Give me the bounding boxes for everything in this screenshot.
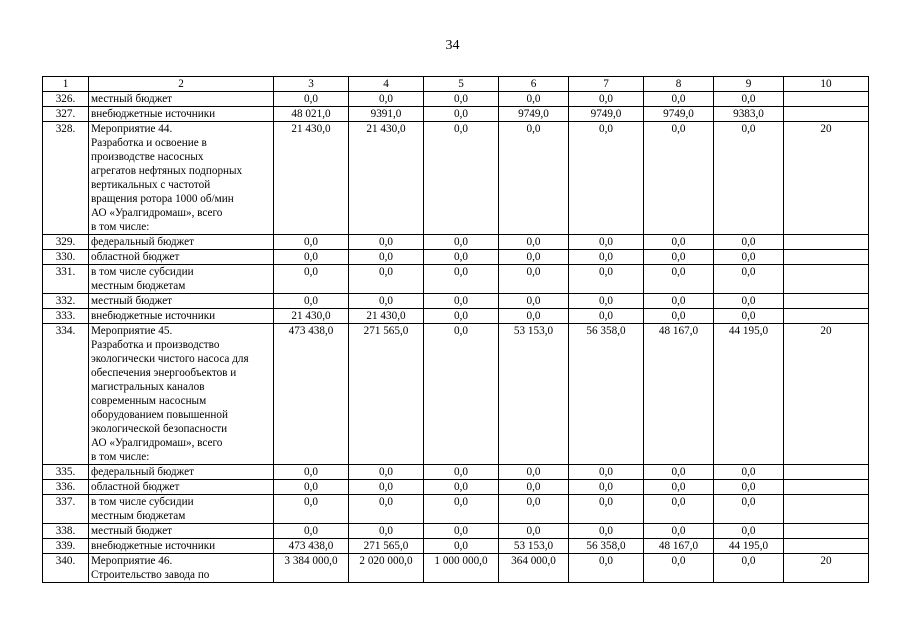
value-cell: 3 384 000,0 — [274, 554, 349, 583]
value-cell: 0,0 — [569, 122, 644, 235]
row-description — [89, 324, 274, 465]
value-cell: 0,0 — [274, 235, 349, 250]
row-description — [89, 235, 274, 250]
row-number: 329. — [43, 235, 89, 250]
value-cell: 0,0 — [274, 524, 349, 539]
row-number: 328. — [43, 122, 89, 235]
value-cell: 0,0 — [569, 495, 644, 524]
value-cell: 271 565,0 — [349, 324, 424, 465]
table-row — [43, 480, 869, 495]
row-number: 327. — [43, 107, 89, 122]
value-cell: 0,0 — [349, 495, 424, 524]
value-cell: 0,0 — [349, 250, 424, 265]
table-row — [43, 495, 869, 524]
value-cell: 0,0 — [569, 524, 644, 539]
header-cell: 4 — [349, 77, 424, 92]
description-line: федеральный бюджет — [91, 466, 194, 478]
value-cell: 364 000,0 — [499, 554, 569, 583]
value-cell: 2 020 000,0 — [349, 554, 424, 583]
description-line: современным насосным — [91, 395, 207, 407]
value-cell: 0,0 — [569, 465, 644, 480]
table-row — [43, 265, 869, 294]
value-cell — [784, 92, 869, 107]
budget-table — [42, 76, 869, 583]
value-cell: 0,0 — [274, 480, 349, 495]
description-line: Разработка и освоение в — [91, 137, 207, 149]
value-cell: 56 358,0 — [569, 539, 644, 554]
row-number: 339. — [43, 539, 89, 554]
description-line: обеспечения энергообъектов и — [91, 367, 237, 379]
value-cell: 9749,0 — [569, 107, 644, 122]
description-line: внебюджетные источники — [91, 310, 216, 322]
value-cell: 0,0 — [349, 92, 424, 107]
value-cell: 0,0 — [499, 235, 569, 250]
row-number: 337. — [43, 495, 89, 524]
description-line: Мероприятие 46. — [91, 555, 173, 567]
value-cell: 0,0 — [644, 235, 714, 250]
value-cell: 0,0 — [274, 495, 349, 524]
value-cell: 9391,0 — [349, 107, 424, 122]
table-row — [43, 465, 869, 480]
value-cell: 0,0 — [424, 235, 499, 250]
row-number: 336. — [43, 480, 89, 495]
description-line: местный бюджет — [91, 525, 173, 537]
value-cell: 44 195,0 — [714, 539, 784, 554]
value-cell: 0,0 — [424, 265, 499, 294]
description-line: магистральных каналов — [91, 381, 205, 393]
value-cell — [784, 524, 869, 539]
row-description — [89, 92, 274, 107]
value-cell: 0,0 — [714, 235, 784, 250]
value-cell: 0,0 — [499, 122, 569, 235]
description-line: в том числе: — [91, 221, 150, 233]
value-cell: 473 438,0 — [274, 324, 349, 465]
value-cell: 0,0 — [569, 92, 644, 107]
description-line: производстве насосных — [91, 151, 204, 163]
header-cell: 6 — [499, 77, 569, 92]
table-row — [43, 539, 869, 554]
value-cell: 0,0 — [499, 309, 569, 324]
value-cell: 271 565,0 — [349, 539, 424, 554]
value-cell: 0,0 — [499, 294, 569, 309]
value-cell: 0,0 — [644, 524, 714, 539]
value-cell: 9383,0 — [714, 107, 784, 122]
value-cell — [784, 294, 869, 309]
value-cell — [784, 107, 869, 122]
table-row — [43, 107, 869, 122]
header-cell: 2 — [89, 77, 274, 92]
value-cell: 0,0 — [349, 265, 424, 294]
header-row — [43, 77, 869, 92]
description-line: в том числе: — [91, 451, 150, 463]
header-cell: 1 — [43, 77, 89, 92]
value-cell: 0,0 — [714, 265, 784, 294]
value-cell: 48 167,0 — [644, 539, 714, 554]
table-row — [43, 309, 869, 324]
row-description — [89, 524, 274, 539]
value-cell: 473 438,0 — [274, 539, 349, 554]
value-cell: 0,0 — [499, 250, 569, 265]
value-cell: 53 153,0 — [499, 539, 569, 554]
value-cell — [784, 309, 869, 324]
description-line: местным бюджетам — [91, 280, 186, 292]
table-body — [43, 77, 869, 583]
row-description — [89, 294, 274, 309]
value-cell: 0,0 — [569, 265, 644, 294]
description-line: областной бюджет — [91, 481, 180, 493]
value-cell — [784, 495, 869, 524]
value-cell: 0,0 — [569, 554, 644, 583]
value-cell — [784, 265, 869, 294]
description-line: вертикальных с частотой — [91, 179, 211, 191]
row-number: 332. — [43, 294, 89, 309]
value-cell: 0,0 — [714, 92, 784, 107]
value-cell: 0,0 — [714, 122, 784, 235]
row-description — [89, 465, 274, 480]
value-cell: 48 167,0 — [644, 324, 714, 465]
description-line: оборудованием повышенной — [91, 409, 228, 421]
table-row — [43, 235, 869, 250]
value-cell: 0,0 — [714, 294, 784, 309]
description-line: в том числе субсидии — [91, 266, 194, 278]
value-cell: 0,0 — [499, 465, 569, 480]
value-cell: 0,0 — [274, 265, 349, 294]
value-cell: 0,0 — [499, 480, 569, 495]
value-cell — [784, 235, 869, 250]
page-number: 34 — [445, 38, 460, 53]
header-cell: 10 — [784, 77, 869, 92]
value-cell: 0,0 — [424, 495, 499, 524]
value-cell: 0,0 — [424, 294, 499, 309]
value-cell: 0,0 — [499, 524, 569, 539]
row-description — [89, 539, 274, 554]
description-line: местный бюджет — [91, 295, 173, 307]
value-cell: 0,0 — [499, 265, 569, 294]
value-cell: 0,0 — [569, 309, 644, 324]
value-cell: 0,0 — [714, 465, 784, 480]
value-cell: 0,0 — [349, 235, 424, 250]
value-cell: 0,0 — [274, 294, 349, 309]
row-number: 338. — [43, 524, 89, 539]
row-description — [89, 495, 274, 524]
header-cell: 8 — [644, 77, 714, 92]
value-cell: 0,0 — [349, 465, 424, 480]
value-cell: 0,0 — [714, 309, 784, 324]
value-cell: 0,0 — [274, 92, 349, 107]
value-cell: 0,0 — [424, 324, 499, 465]
value-cell: 21 430,0 — [274, 309, 349, 324]
value-cell: 0,0 — [349, 524, 424, 539]
value-cell: 0,0 — [644, 122, 714, 235]
table-row — [43, 524, 869, 539]
value-cell: 0,0 — [569, 294, 644, 309]
header-cell: 5 — [424, 77, 499, 92]
value-cell: 0,0 — [644, 250, 714, 265]
row-number: 326. — [43, 92, 89, 107]
value-cell: 0,0 — [349, 480, 424, 495]
description-line: Строительство завода по — [91, 569, 210, 581]
value-cell: 53 153,0 — [499, 324, 569, 465]
row-number: 335. — [43, 465, 89, 480]
row-description — [89, 554, 274, 583]
header-cell: 7 — [569, 77, 644, 92]
value-cell: 0,0 — [569, 480, 644, 495]
row-number: 331. — [43, 265, 89, 294]
value-cell: 0,0 — [714, 554, 784, 583]
row-number: 333. — [43, 309, 89, 324]
description-line: АО «Уралгидромаш», всего — [91, 437, 223, 449]
value-cell: 44 195,0 — [714, 324, 784, 465]
description-line: Мероприятие 44. — [91, 123, 173, 135]
description-line: федеральный бюджет — [91, 236, 194, 248]
value-cell: 0,0 — [499, 495, 569, 524]
table-row — [43, 554, 869, 583]
description-line: вращения ротора 1000 об/мин — [91, 193, 234, 205]
value-cell: 0,0 — [274, 250, 349, 265]
table-row — [43, 92, 869, 107]
row-description — [89, 122, 274, 235]
value-cell: 20 — [784, 122, 869, 235]
value-cell: 56 358,0 — [569, 324, 644, 465]
row-description — [89, 265, 274, 294]
value-cell: 21 430,0 — [274, 122, 349, 235]
value-cell: 0,0 — [424, 465, 499, 480]
row-number: 334. — [43, 324, 89, 465]
description-line: АО «Уралгидромаш», всего — [91, 207, 223, 219]
value-cell: 9749,0 — [499, 107, 569, 122]
value-cell: 0,0 — [714, 250, 784, 265]
value-cell: 0,0 — [499, 92, 569, 107]
value-cell: 0,0 — [424, 92, 499, 107]
description-line: местный бюджет — [91, 93, 173, 105]
value-cell: 0,0 — [424, 250, 499, 265]
value-cell: 0,0 — [644, 92, 714, 107]
value-cell: 0,0 — [644, 265, 714, 294]
value-cell: 0,0 — [644, 465, 714, 480]
value-cell: 0,0 — [424, 539, 499, 554]
row-description — [89, 107, 274, 122]
value-cell: 0,0 — [644, 309, 714, 324]
value-cell: 0,0 — [424, 480, 499, 495]
description-line: внебюджетные источники — [91, 540, 216, 552]
value-cell: 0,0 — [714, 524, 784, 539]
value-cell: 0,0 — [424, 107, 499, 122]
value-cell — [784, 539, 869, 554]
row-description — [89, 250, 274, 265]
value-cell: 0,0 — [424, 122, 499, 235]
value-cell: 0,0 — [714, 480, 784, 495]
description-line: экологической безопасности — [91, 423, 228, 435]
table-row — [43, 294, 869, 309]
value-cell: 0,0 — [569, 250, 644, 265]
row-number: 330. — [43, 250, 89, 265]
description-line: в том числе субсидии — [91, 496, 194, 508]
table-row — [43, 122, 869, 235]
description-line: внебюджетные источники — [91, 108, 216, 120]
value-cell: 0,0 — [644, 495, 714, 524]
value-cell — [784, 465, 869, 480]
value-cell — [784, 250, 869, 265]
value-cell — [784, 480, 869, 495]
value-cell: 0,0 — [349, 294, 424, 309]
row-description — [89, 309, 274, 324]
value-cell: 0,0 — [424, 309, 499, 324]
value-cell: 0,0 — [714, 495, 784, 524]
value-cell: 21 430,0 — [349, 122, 424, 235]
header-cell: 9 — [714, 77, 784, 92]
table-row — [43, 324, 869, 465]
table-row — [43, 250, 869, 265]
description-line: агрегатов нефтяных подпорных — [91, 165, 243, 177]
value-cell: 1 000 000,0 — [424, 554, 499, 583]
description-line: экологически чистого насоса для — [91, 353, 249, 365]
value-cell: 20 — [784, 324, 869, 465]
value-cell: 0,0 — [424, 524, 499, 539]
value-cell: 0,0 — [274, 465, 349, 480]
value-cell: 0,0 — [644, 480, 714, 495]
value-cell: 21 430,0 — [349, 309, 424, 324]
value-cell: 0,0 — [644, 294, 714, 309]
description-line: областной бюджет — [91, 251, 180, 263]
value-cell: 20 — [784, 554, 869, 583]
value-cell: 9749,0 — [644, 107, 714, 122]
value-cell: 0,0 — [644, 554, 714, 583]
value-cell: 0,0 — [569, 235, 644, 250]
header-cell: 3 — [274, 77, 349, 92]
description-line: местным бюджетам — [91, 510, 186, 522]
description-line: Разработка и производство — [91, 339, 220, 351]
description-line: Мероприятие 45. — [91, 325, 173, 337]
value-cell: 48 021,0 — [274, 107, 349, 122]
row-description — [89, 480, 274, 495]
row-number: 340. — [43, 554, 89, 583]
